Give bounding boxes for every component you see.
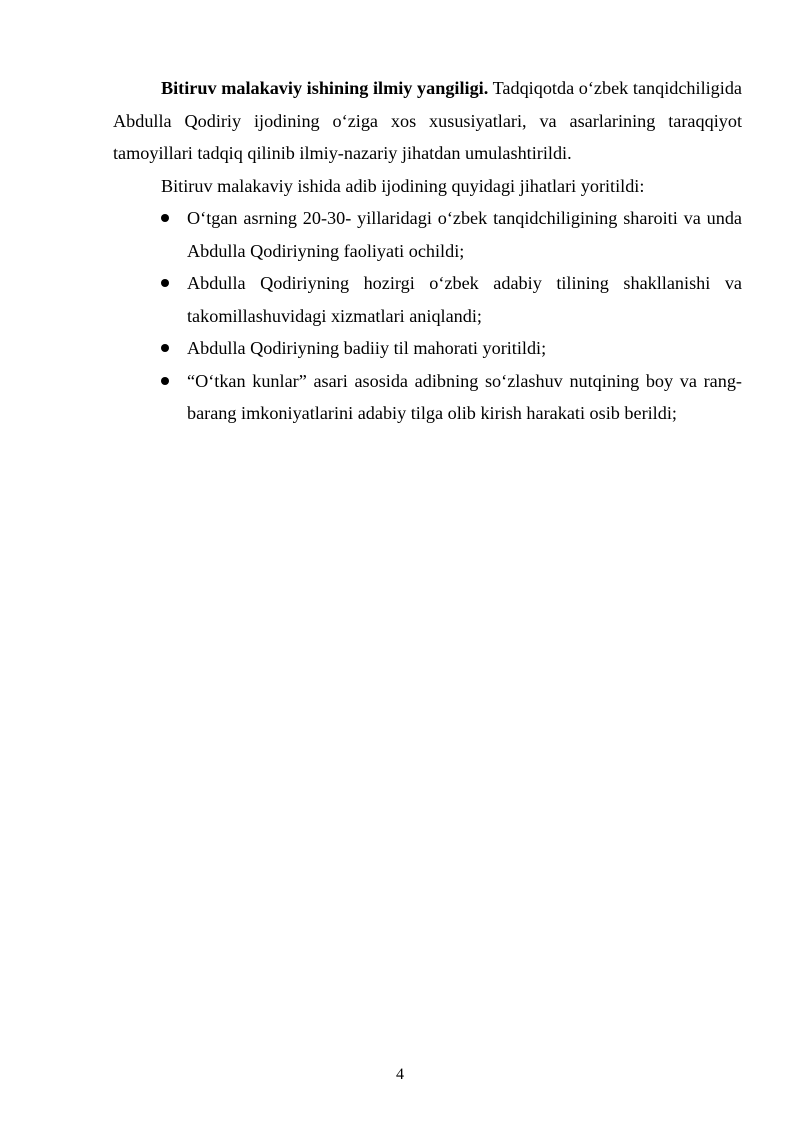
aspects-list xyxy=(113,202,742,430)
list-item-text: Abdulla Qodiriyning hozirgi o‘zbek adabiy tilining shakllanishi va takomillashuvidagi xizmatlari aniqlandi; xyxy=(187,273,742,326)
aspects-intro: Bitiruv malakaviy ishida adib ijodining quyidagi jihatlari yoritildi: xyxy=(161,175,645,196)
novelty-text: Tadqiqotda o‘zbek tanqidchiligida Abdulla Qodiriy ijodining o‘ziga xos xususiyatlari, va asarlarining taraqqiyot tamoyillari tadqiq qilinib ilmiy-nazariy jihatdan umulashtirildi. xyxy=(113,78,742,163)
list-item-text: “O‘tkan kunlar” asari asosida adibning so‘zlashuv nutqining boy va rang-barang imkoniyatlarini adabiy tilga olib kirish harakati osib berildi; xyxy=(187,370,742,423)
list-item xyxy=(113,332,742,365)
list-item-text: Abdulla Qodiriyning badiiy til mahorati yoritildi; xyxy=(187,338,547,358)
bullet-icon xyxy=(161,279,169,287)
list-item xyxy=(113,202,742,267)
list-item-text: O‘tgan asrning 20-30- yillaridagi o‘zbek tanqidchiligining sharoiti va unda Abdulla Qodiriyning faoliyati ochildi; xyxy=(187,208,742,261)
novelty-heading: Bitiruv malakaviy ishining ilmiy yangiligi. xyxy=(161,78,489,98)
list-item xyxy=(113,267,742,332)
list-item xyxy=(113,365,742,430)
bullet-icon xyxy=(161,214,169,222)
novelty-paragraph xyxy=(113,72,742,170)
bullet-icon xyxy=(161,377,169,385)
document-page xyxy=(113,72,742,430)
bullet-icon xyxy=(161,344,169,352)
page-number: 4 xyxy=(396,1066,404,1083)
